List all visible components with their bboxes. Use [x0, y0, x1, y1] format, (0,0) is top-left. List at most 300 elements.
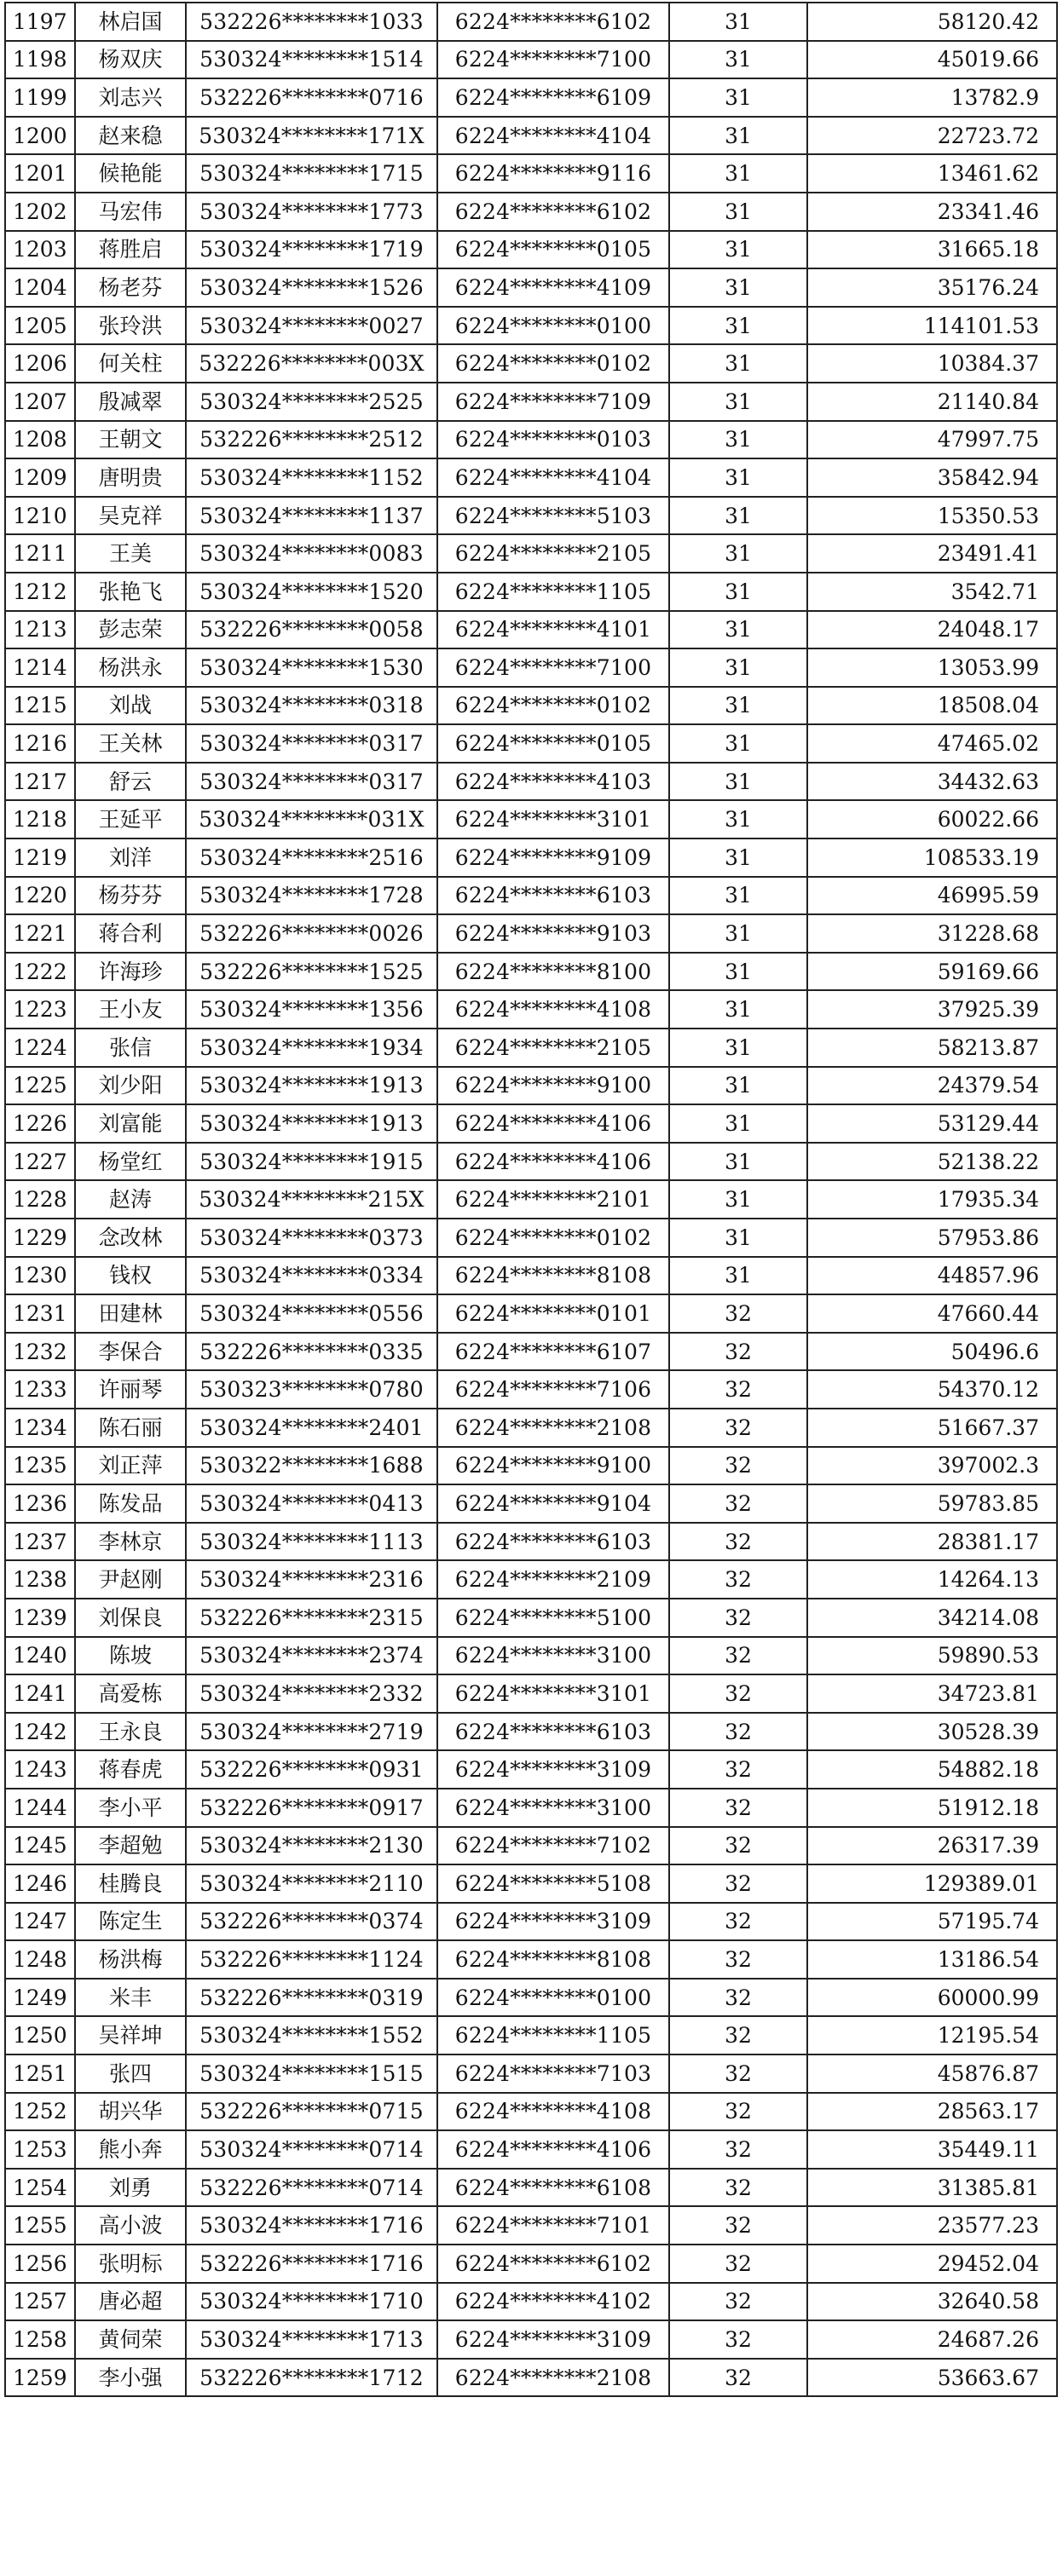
name-cell: 马宏伟	[75, 193, 186, 231]
name-cell: 刘勇	[75, 2169, 186, 2207]
count-cell: 31	[669, 724, 807, 763]
table-row	[5, 1447, 1057, 1485]
row-number-cell: 1205	[5, 307, 75, 345]
bank-card-cell: 6224********0105	[437, 231, 669, 269]
id-number-cell: 530324********1710	[186, 2283, 437, 2321]
table-row	[5, 1827, 1057, 1865]
amount-cell: 35176.24	[807, 268, 1057, 307]
count-cell: 32	[669, 1599, 807, 1637]
amount-cell: 108533.19	[807, 838, 1057, 877]
table-row	[5, 2359, 1057, 2397]
data-table	[4, 2, 1058, 2397]
bank-card-cell: 6224********4108	[437, 990, 669, 1029]
row-number-cell: 1212	[5, 573, 75, 611]
bank-card-cell: 6224********7109	[437, 383, 669, 421]
table-row	[5, 1333, 1057, 1371]
amount-cell: 15350.53	[807, 497, 1057, 535]
table-row	[5, 1979, 1057, 2017]
bank-card-cell: 6224********0102	[437, 344, 669, 383]
bank-card-cell: 6224********2105	[437, 1029, 669, 1067]
bank-card-cell: 6224********5103	[437, 497, 669, 535]
count-cell: 32	[669, 1979, 807, 2017]
row-number-cell: 1219	[5, 838, 75, 877]
row-number-cell: 1218	[5, 800, 75, 838]
table-row	[5, 2283, 1057, 2321]
amount-cell: 57953.86	[807, 1219, 1057, 1257]
count-cell: 32	[669, 2093, 807, 2131]
row-number-cell: 1213	[5, 611, 75, 649]
id-number-cell: 530324********1728	[186, 877, 437, 915]
amount-cell: 29452.04	[807, 2245, 1057, 2283]
name-cell: 刘志兴	[75, 78, 186, 117]
count-cell: 31	[669, 307, 807, 345]
bank-card-cell: 6224********2105	[437, 534, 669, 573]
table-row	[5, 78, 1057, 117]
name-cell: 钱权	[75, 1257, 186, 1295]
bank-card-cell: 6224********4108	[437, 2093, 669, 2131]
row-number-cell: 1206	[5, 344, 75, 383]
amount-cell: 59169.66	[807, 953, 1057, 991]
name-cell: 唐必超	[75, 2283, 186, 2321]
amount-cell: 23491.41	[807, 534, 1057, 573]
id-number-cell: 532226********0335	[186, 1333, 437, 1371]
name-cell: 张信	[75, 1029, 186, 1067]
amount-cell: 23577.23	[807, 2206, 1057, 2245]
id-number-cell: 530324********2525	[186, 383, 437, 421]
bank-card-cell: 6224********4106	[437, 1104, 669, 1143]
amount-cell: 17935.34	[807, 1180, 1057, 1219]
row-number-cell: 1245	[5, 1827, 75, 1865]
amount-cell: 60000.99	[807, 1979, 1057, 2017]
id-number-cell: 530324********1552	[186, 2016, 437, 2054]
id-number-cell: 530324********0317	[186, 724, 437, 763]
id-number-cell: 530324********0556	[186, 1294, 437, 1333]
table-row	[5, 193, 1057, 231]
count-cell: 32	[669, 1789, 807, 1827]
bank-card-cell: 6224********4103	[437, 763, 669, 801]
id-number-cell: 530324********1515	[186, 2054, 437, 2093]
row-number-cell: 1241	[5, 1674, 75, 1713]
name-cell: 桂腾良	[75, 1864, 186, 1903]
bank-card-cell: 6224********4104	[437, 117, 669, 155]
amount-cell: 54882.18	[807, 1750, 1057, 1789]
bank-card-cell: 6224********6108	[437, 2169, 669, 2207]
row-number-cell: 1229	[5, 1219, 75, 1257]
id-number-cell: 530324********0317	[186, 763, 437, 801]
bank-card-cell: 6224********6109	[437, 78, 669, 117]
row-number-cell: 1248	[5, 1940, 75, 1979]
count-cell: 31	[669, 1104, 807, 1143]
row-number-cell: 1233	[5, 1370, 75, 1409]
row-number-cell: 1202	[5, 193, 75, 231]
table-row	[5, 1219, 1057, 1257]
row-number-cell: 1201	[5, 154, 75, 193]
count-cell: 31	[669, 3, 807, 41]
row-number-cell: 1246	[5, 1864, 75, 1903]
table-row	[5, 231, 1057, 269]
bank-card-cell: 6224********7100	[437, 41, 669, 79]
bank-card-cell: 6224********4104	[437, 458, 669, 497]
amount-cell: 12195.54	[807, 2016, 1057, 2054]
amount-cell: 21140.84	[807, 383, 1057, 421]
amount-cell: 37925.39	[807, 990, 1057, 1029]
count-cell: 31	[669, 1219, 807, 1257]
count-cell: 32	[669, 1447, 807, 1485]
amount-cell: 13053.99	[807, 648, 1057, 687]
amount-cell: 31228.68	[807, 914, 1057, 953]
bank-card-cell: 6224********6103	[437, 1523, 669, 1561]
count-cell: 31	[669, 687, 807, 725]
amount-cell: 28381.17	[807, 1523, 1057, 1561]
table-row	[5, 1864, 1057, 1903]
count-cell: 32	[669, 1370, 807, 1409]
row-number-cell: 1254	[5, 2169, 75, 2207]
id-number-cell: 530324********1356	[186, 990, 437, 1029]
name-cell: 高小波	[75, 2206, 186, 2245]
row-number-cell: 1220	[5, 877, 75, 915]
id-number-cell: 530324********0027	[186, 307, 437, 345]
bank-card-cell: 6224********9103	[437, 914, 669, 953]
table-row	[5, 421, 1057, 459]
name-cell: 米丰	[75, 1979, 186, 2017]
amount-cell: 22723.72	[807, 117, 1057, 155]
table-row	[5, 458, 1057, 497]
row-number-cell: 1208	[5, 421, 75, 459]
id-number-cell: 530324********1934	[186, 1029, 437, 1067]
amount-cell: 114101.53	[807, 307, 1057, 345]
id-number-cell: 532226********0715	[186, 2093, 437, 2131]
name-cell: 刘少阳	[75, 1067, 186, 1105]
name-cell: 张玲洪	[75, 307, 186, 345]
table-row	[5, 687, 1057, 725]
amount-cell: 28563.17	[807, 2093, 1057, 2131]
table-row	[5, 154, 1057, 193]
name-cell: 李小强	[75, 2359, 186, 2397]
count-cell: 31	[669, 268, 807, 307]
count-cell: 32	[669, 1484, 807, 1523]
id-number-cell: 530324********1915	[186, 1143, 437, 1181]
bank-card-cell: 6224********9100	[437, 1447, 669, 1485]
row-number-cell: 1199	[5, 78, 75, 117]
name-cell: 王关林	[75, 724, 186, 763]
count-cell: 31	[669, 1067, 807, 1105]
amount-cell: 31385.81	[807, 2169, 1057, 2207]
row-number-cell: 1238	[5, 1560, 75, 1599]
bank-card-cell: 6224********4106	[437, 1143, 669, 1181]
count-cell: 32	[669, 1637, 807, 1675]
amount-cell: 34214.08	[807, 1599, 1057, 1637]
bank-card-cell: 6224********1105	[437, 573, 669, 611]
id-number-cell: 530324********0714	[186, 2130, 437, 2169]
id-number-cell: 530324********1514	[186, 41, 437, 79]
name-cell: 王永良	[75, 1713, 186, 1751]
id-number-cell: 530322********1688	[186, 1447, 437, 1485]
bank-card-cell: 6224********3100	[437, 1789, 669, 1827]
bank-card-cell: 6224********3109	[437, 1903, 669, 1941]
count-cell: 31	[669, 990, 807, 1029]
bank-card-cell: 6224********5108	[437, 1864, 669, 1903]
table-row	[5, 307, 1057, 345]
amount-cell: 47465.02	[807, 724, 1057, 763]
row-number-cell: 1224	[5, 1029, 75, 1067]
bank-card-cell: 6224********0105	[437, 724, 669, 763]
name-cell: 尹赵刚	[75, 1560, 186, 1599]
row-number-cell: 1256	[5, 2245, 75, 2283]
amount-cell: 53129.44	[807, 1104, 1057, 1143]
bank-card-cell: 6224********3109	[437, 2320, 669, 2359]
count-cell: 31	[669, 154, 807, 193]
count-cell: 31	[669, 1180, 807, 1219]
count-cell: 32	[669, 1523, 807, 1561]
table-row	[5, 2054, 1057, 2093]
amount-cell: 58213.87	[807, 1029, 1057, 1067]
name-cell: 刘战	[75, 687, 186, 725]
id-number-cell: 530324********1719	[186, 231, 437, 269]
count-cell: 31	[669, 421, 807, 459]
table-row	[5, 1789, 1057, 1827]
id-number-cell: 532226********1716	[186, 2245, 437, 2283]
id-number-cell: 532226********0931	[186, 1750, 437, 1789]
bank-card-cell: 6224********8100	[437, 953, 669, 991]
amount-cell: 23341.46	[807, 193, 1057, 231]
id-number-cell: 530324********1530	[186, 648, 437, 687]
row-number-cell: 1243	[5, 1750, 75, 1789]
amount-cell: 52138.22	[807, 1143, 1057, 1181]
name-cell: 陈坡	[75, 1637, 186, 1675]
amount-cell: 24687.26	[807, 2320, 1057, 2359]
count-cell: 32	[669, 1713, 807, 1751]
table-row	[5, 763, 1057, 801]
bank-card-cell: 6224********0100	[437, 1979, 669, 2017]
count-cell: 31	[669, 231, 807, 269]
name-cell: 张四	[75, 2054, 186, 2093]
name-cell: 林启国	[75, 3, 186, 41]
amount-cell: 13461.62	[807, 154, 1057, 193]
count-cell: 31	[669, 497, 807, 535]
id-number-cell: 532226********1124	[186, 1940, 437, 1979]
id-number-cell: 532226********0374	[186, 1903, 437, 1941]
table-row	[5, 497, 1057, 535]
id-number-cell: 530324********2316	[186, 1560, 437, 1599]
table-row	[5, 1560, 1057, 1599]
bank-card-cell: 6224********2109	[437, 1560, 669, 1599]
table-row	[5, 1104, 1057, 1143]
name-cell: 刘保良	[75, 1599, 186, 1637]
id-number-cell: 530324********1113	[186, 1523, 437, 1561]
table-row	[5, 724, 1057, 763]
count-cell: 32	[669, 2359, 807, 2397]
bank-card-cell: 6224********6102	[437, 3, 669, 41]
amount-cell: 50496.6	[807, 1333, 1057, 1371]
count-cell: 32	[669, 2245, 807, 2283]
count-cell: 31	[669, 1257, 807, 1295]
row-number-cell: 1247	[5, 1903, 75, 1941]
amount-cell: 53663.67	[807, 2359, 1057, 2397]
bank-card-cell: 6224********7100	[437, 648, 669, 687]
count-cell: 31	[669, 78, 807, 117]
amount-cell: 45019.66	[807, 41, 1057, 79]
count-cell: 31	[669, 953, 807, 991]
row-number-cell: 1236	[5, 1484, 75, 1523]
bank-card-cell: 6224********3109	[437, 1750, 669, 1789]
id-number-cell: 530324********2374	[186, 1637, 437, 1675]
row-number-cell: 1259	[5, 2359, 75, 2397]
bank-card-cell: 6224********1105	[437, 2016, 669, 2054]
row-number-cell: 1234	[5, 1409, 75, 1447]
amount-cell: 51667.37	[807, 1409, 1057, 1447]
id-number-cell: 532226********1525	[186, 953, 437, 991]
bank-card-cell: 6224********8108	[437, 1940, 669, 1979]
name-cell: 殷减翠	[75, 383, 186, 421]
row-number-cell: 1251	[5, 2054, 75, 2093]
count-cell: 31	[669, 534, 807, 573]
id-number-cell: 530324********2110	[186, 1864, 437, 1903]
bank-card-cell: 6224********6103	[437, 877, 669, 915]
table-row	[5, 383, 1057, 421]
id-number-cell: 530324********1716	[186, 2206, 437, 2245]
table-row	[5, 534, 1057, 573]
id-number-cell: 530324********2516	[186, 838, 437, 877]
table-row	[5, 2206, 1057, 2245]
count-cell: 31	[669, 573, 807, 611]
bank-card-cell: 6224********5100	[437, 1599, 669, 1637]
name-cell: 吴祥坤	[75, 2016, 186, 2054]
count-cell: 31	[669, 117, 807, 155]
name-cell: 张艳飞	[75, 573, 186, 611]
bank-card-cell: 6224********9100	[437, 1067, 669, 1105]
row-number-cell: 1231	[5, 1294, 75, 1333]
count-cell: 32	[669, 2016, 807, 2054]
amount-cell: 14264.13	[807, 1560, 1057, 1599]
bank-card-cell: 6224********9104	[437, 1484, 669, 1523]
row-number-cell: 1217	[5, 763, 75, 801]
count-cell: 32	[669, 1294, 807, 1333]
id-number-cell: 530324********1713	[186, 2320, 437, 2359]
id-number-cell: 532226********0716	[186, 78, 437, 117]
row-number-cell: 1198	[5, 41, 75, 79]
count-cell: 32	[669, 1827, 807, 1865]
table-row	[5, 117, 1057, 155]
name-cell: 蒋春虎	[75, 1750, 186, 1789]
bank-card-cell: 6224********9109	[437, 838, 669, 877]
bank-card-cell: 6224********0102	[437, 687, 669, 725]
table-row	[5, 990, 1057, 1029]
id-number-cell: 532226********0917	[186, 1789, 437, 1827]
row-number-cell: 1242	[5, 1713, 75, 1751]
bank-card-cell: 6224********0100	[437, 307, 669, 345]
amount-cell: 397002.3	[807, 1447, 1057, 1485]
count-cell: 31	[669, 763, 807, 801]
name-cell: 杨双庆	[75, 41, 186, 79]
row-number-cell: 1211	[5, 534, 75, 573]
name-cell: 陈发品	[75, 1484, 186, 1523]
bank-card-cell: 6224********6102	[437, 193, 669, 231]
name-cell: 李林京	[75, 1523, 186, 1561]
amount-cell: 45876.87	[807, 2054, 1057, 2093]
name-cell: 杨老芬	[75, 268, 186, 307]
id-number-cell: 530324********0318	[186, 687, 437, 725]
table-row	[5, 1409, 1057, 1447]
amount-cell: 58120.42	[807, 3, 1057, 41]
bank-card-cell: 6224********6103	[437, 1713, 669, 1751]
amount-cell: 51912.18	[807, 1789, 1057, 1827]
amount-cell: 47997.75	[807, 421, 1057, 459]
amount-cell: 35449.11	[807, 2130, 1057, 2169]
table-row	[5, 2016, 1057, 2054]
row-number-cell: 1226	[5, 1104, 75, 1143]
table-row	[5, 1903, 1057, 1941]
id-number-cell: 532226********0058	[186, 611, 437, 649]
name-cell: 杨洪永	[75, 648, 186, 687]
count-cell: 31	[669, 800, 807, 838]
name-cell: 王美	[75, 534, 186, 573]
amount-cell: 57195.74	[807, 1903, 1057, 1941]
id-number-cell: 530324********2130	[186, 1827, 437, 1865]
row-number-cell: 1210	[5, 497, 75, 535]
amount-cell: 59783.85	[807, 1484, 1057, 1523]
amount-cell: 18508.04	[807, 687, 1057, 725]
count-cell: 32	[669, 1864, 807, 1903]
row-number-cell: 1235	[5, 1447, 75, 1485]
count-cell: 31	[669, 458, 807, 497]
table-row	[5, 953, 1057, 991]
count-cell: 31	[669, 1029, 807, 1067]
table-row	[5, 3, 1057, 41]
count-cell: 31	[669, 41, 807, 79]
amount-cell: 129389.01	[807, 1864, 1057, 1903]
name-cell: 刘富能	[75, 1104, 186, 1143]
id-number-cell: 530324********1913	[186, 1104, 437, 1143]
name-cell: 陈石丽	[75, 1409, 186, 1447]
amount-cell: 54370.12	[807, 1370, 1057, 1409]
row-number-cell: 1222	[5, 953, 75, 991]
row-number-cell: 1257	[5, 2283, 75, 2321]
bank-card-cell: 6224********2108	[437, 2359, 669, 2397]
name-cell: 舒云	[75, 763, 186, 801]
bank-card-cell: 6224********3101	[437, 1674, 669, 1713]
count-cell: 32	[669, 1903, 807, 1941]
bank-card-cell: 6224********4106	[437, 2130, 669, 2169]
table-row	[5, 344, 1057, 383]
row-number-cell: 1197	[5, 3, 75, 41]
name-cell: 杨堂红	[75, 1143, 186, 1181]
amount-cell: 13186.54	[807, 1940, 1057, 1979]
row-number-cell: 1200	[5, 117, 75, 155]
id-number-cell: 530324********1913	[186, 1067, 437, 1105]
id-number-cell: 530324********2401	[186, 1409, 437, 1447]
bank-card-cell: 6224********3101	[437, 800, 669, 838]
table-row	[5, 1713, 1057, 1751]
amount-cell: 31665.18	[807, 231, 1057, 269]
bank-card-cell: 6224********9116	[437, 154, 669, 193]
name-cell: 许丽琴	[75, 1370, 186, 1409]
id-number-cell: 530324********171X	[186, 117, 437, 155]
amount-cell: 10384.37	[807, 344, 1057, 383]
row-number-cell: 1237	[5, 1523, 75, 1561]
id-number-cell: 530324********0334	[186, 1257, 437, 1295]
amount-cell: 35842.94	[807, 458, 1057, 497]
name-cell: 王小友	[75, 990, 186, 1029]
id-number-cell: 532226********0026	[186, 914, 437, 953]
row-number-cell: 1249	[5, 1979, 75, 2017]
row-number-cell: 1230	[5, 1257, 75, 1295]
bank-card-cell: 6224********7101	[437, 2206, 669, 2245]
row-number-cell: 1232	[5, 1333, 75, 1371]
amount-cell: 26317.39	[807, 1827, 1057, 1865]
table-row	[5, 1484, 1057, 1523]
table-row	[5, 2169, 1057, 2207]
name-cell: 赵来稳	[75, 117, 186, 155]
